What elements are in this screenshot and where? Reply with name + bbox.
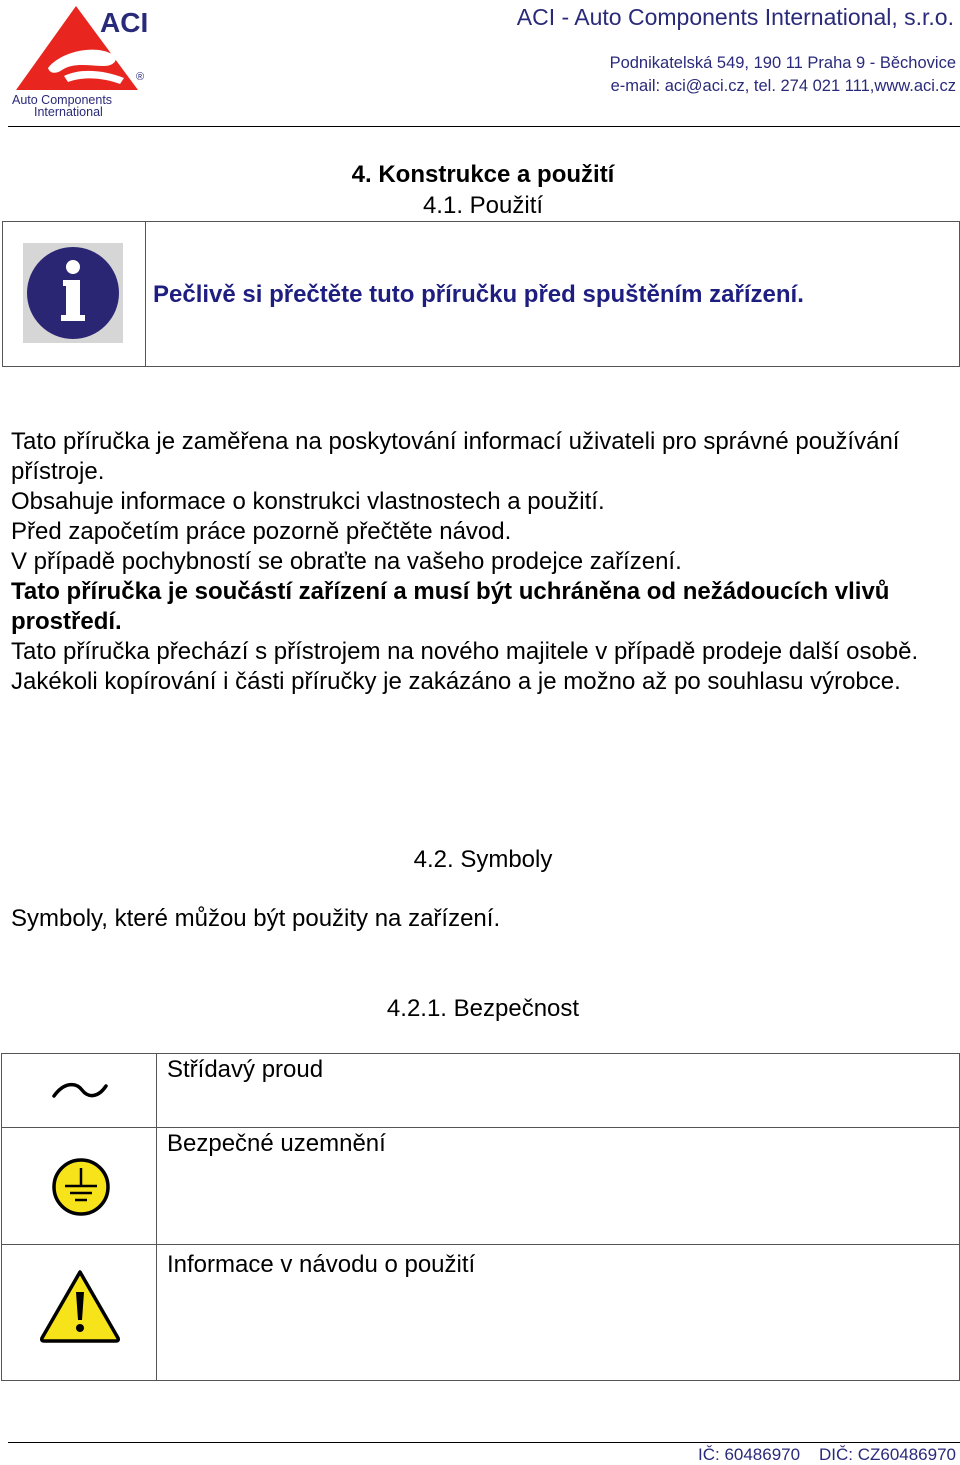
paragraph-purpose: Tato příručka je zaměřena na poskytování informací uživateli pro správné používání přístroje. [11, 428, 900, 485]
paragraph-copyright: Jakékoli kopírování i části příručky je zakázáno a je možno až po souhlasu výrobce. [11, 668, 901, 695]
paragraph-contents: Obsahuje informace o konstrukci vlastnostech a použití. [11, 488, 605, 515]
symbol-label-warning: Informace v návodu o použití [167, 1251, 476, 1278]
paragraph-protect-manual: Tato příručka je součástí zařízení a musí být uchráněna od nežádoucích vlivů prostředí. [11, 578, 890, 635]
company-contact: e-mail: aci@aci.cz, tel. 274 021 111,www.aci.cz [610, 77, 956, 95]
body-text [11, 427, 941, 697]
symbol-label-ac: Střídavý proud [167, 1056, 324, 1083]
warning-triangle-icon [38, 1268, 122, 1344]
logo-tagline-2: International [34, 105, 103, 119]
company-address: Podnikatelská 549, 190 11 Praha 9 - Běchovice [609, 54, 956, 72]
paragraph-contact-dealer: V případě pochybností se obraťte na vašeho prodejce zařízení. [11, 548, 682, 575]
section-title: 4. Konstrukce a použití [351, 161, 615, 188]
symbols-table [1, 1053, 960, 1381]
symbols-column-divider [156, 1054, 157, 1380]
registered-mark: ® [136, 71, 145, 83]
company-ids: IČ: 60486970 DIČ: CZ60486970 [698, 1445, 956, 1464]
company-name: ACI - Auto Components International, s.r.o. [516, 4, 954, 30]
safety-title: 4.2.1. Bezpečnost [386, 995, 580, 1022]
header-rule [8, 126, 960, 127]
symbols-intro: Symboly, které můžou být použity na zařízení. [11, 905, 501, 932]
paragraph-new-owner: Tato příručka přechází s přístrojem na nového majitele v případě prodeje další osobě. [11, 638, 919, 665]
symbol-label-earth: Bezpečné uzemnění [167, 1130, 386, 1157]
notice-divider [145, 222, 146, 366]
notice-box [2, 221, 960, 367]
info-icon [23, 243, 123, 343]
logo-tagline-1: Auto Components [12, 93, 113, 107]
protective-earth-icon [50, 1156, 112, 1218]
symbols-title: 4.2. Symboly [413, 846, 553, 873]
symbols-row-divider [2, 1127, 959, 1128]
paragraph-read-manual: Před započetím práce pozorně přečtěte návod. [11, 518, 512, 545]
ac-current-icon [50, 1076, 110, 1106]
logo-text: ACI [100, 7, 149, 38]
footer-rule [8, 1442, 960, 1443]
symbols-row-divider [2, 1244, 959, 1245]
aci-logo [8, 4, 156, 122]
section-subtitle: 4.1. Použití [422, 192, 544, 219]
notice-text: Pečlivě si přečtěte tuto příručku před spuštěním zařízení. [153, 281, 804, 308]
